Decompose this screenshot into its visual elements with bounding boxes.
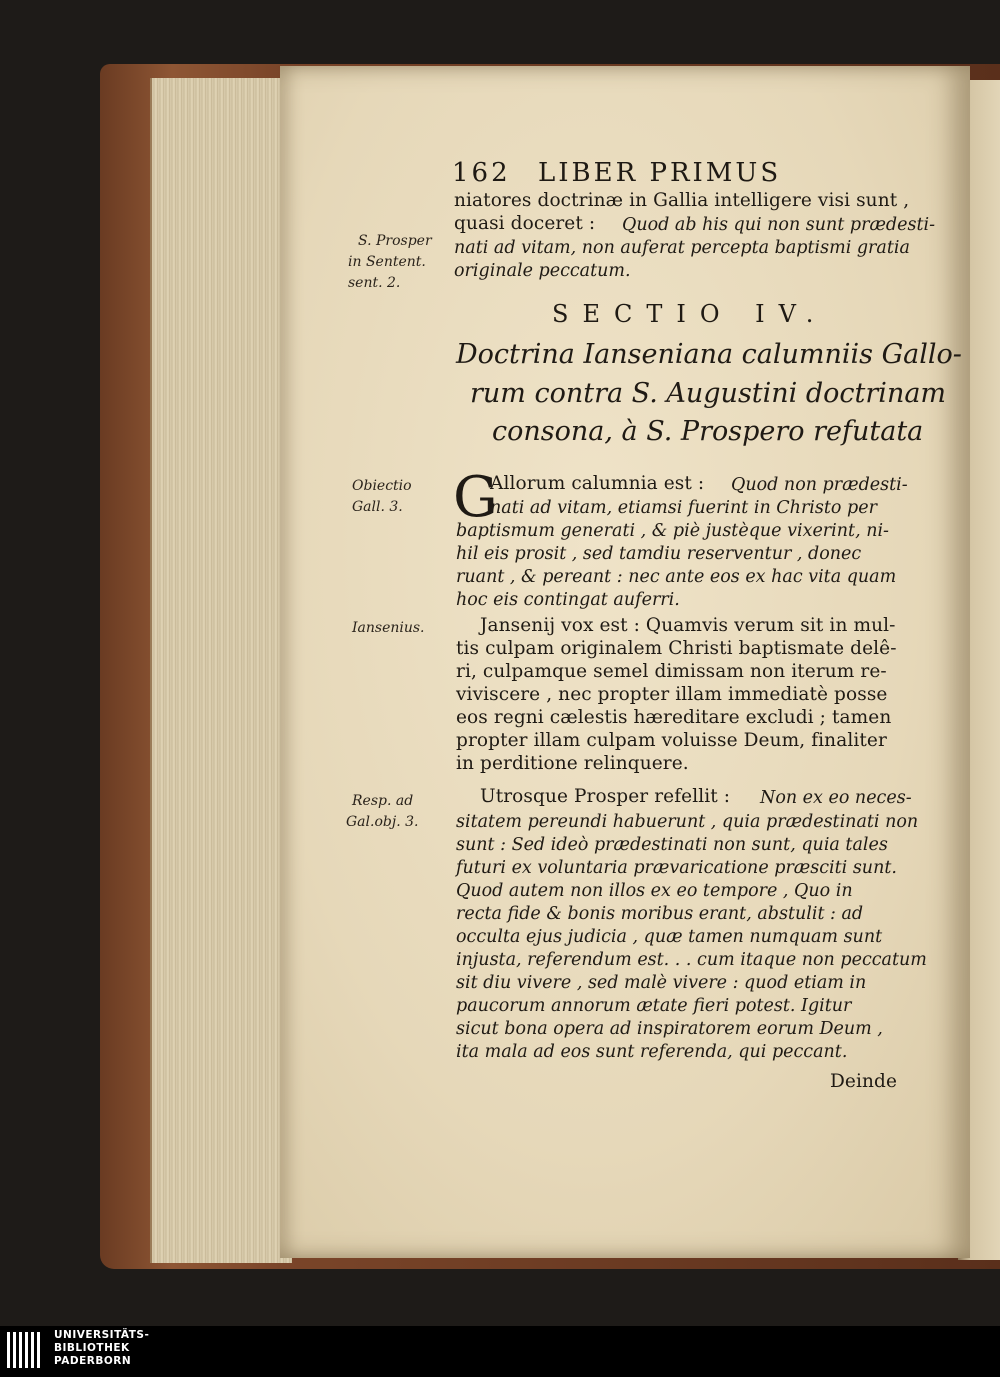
text-line: Non ex eo neces- <box>760 788 912 808</box>
text-line: futuri ex voluntaria prævaricatione præsciti sunt. <box>456 858 897 878</box>
text-line: hoc eis contingat auferri. <box>456 590 680 610</box>
section-title-line: rum contra S. Augustini doctrinam <box>470 378 947 409</box>
section-title-line: consona, à S. Prospero refutata <box>492 416 924 447</box>
text-line: viviscere , nec propter illam immediatè posse <box>456 684 888 705</box>
text-line: sunt : Sed ideò prædestinati non sunt, quia tales <box>456 835 888 855</box>
library-name-line: PADERBORN <box>54 1355 132 1367</box>
library-footer <box>0 1326 1000 1377</box>
margin-note: Obiectio <box>352 478 412 494</box>
text-line: hil eis prosit , sed tamdiu reserventur , donec <box>456 544 862 564</box>
text-line: eos regni cælestis hæreditare excludi ; tamen <box>456 707 892 728</box>
text-line: paucorum annorum ætate fieri potest. Igitur <box>456 996 852 1016</box>
text-line: ruant , & pereant : nec ante eos ex hac vita quam <box>456 567 897 587</box>
library-name-line: UNIVERSITÄTS- <box>54 1329 150 1341</box>
text-line: occulta ejus judicia , quæ tamen numquam sunt <box>456 927 883 947</box>
library-name-line: BIBLIOTHEK <box>54 1342 130 1354</box>
text-line: ita mala ad eos sunt referenda, qui peccant. <box>456 1042 848 1062</box>
margin-note: sent. 2. <box>348 275 401 291</box>
text-line: ri, culpamque semel dimissam non iterum re- <box>456 661 887 682</box>
text-line: sitatem pereundi habuerunt , quia prædestinati non <box>456 812 919 832</box>
text-line: Allorum calumnia est : <box>490 473 705 494</box>
library-name <box>54 1329 149 1368</box>
text-line: in perditione relinquere. <box>456 753 689 774</box>
drop-capital: G <box>453 465 498 530</box>
section-heading: SECTIO IV. <box>552 300 828 328</box>
text-line: injusta, referendum est. . . cum itaque non peccatum <box>456 950 927 970</box>
page-edges <box>150 78 292 1263</box>
text-line: Quod non prædesti- <box>731 475 908 495</box>
catchword: Deinde <box>830 1071 898 1092</box>
text-line: Jansenij vox est : Quamvis verum sit in mul- <box>480 615 896 636</box>
text-line: nati ad vitam, non auferat percepta baptismi gratia <box>454 238 910 258</box>
margin-note: Iansenius. <box>352 620 425 636</box>
text-line: sit diu vivere , sed malè vivere : quod etiam in <box>456 973 867 993</box>
section-title-line: Doctrina Ianseniana calumniis Gallo- <box>456 339 962 370</box>
margin-note: S. Prosper <box>358 233 432 249</box>
text-line: originale peccatum. <box>454 261 631 281</box>
margin-note: Gall. 3. <box>352 499 403 515</box>
running-head: LIBER PRIMUS <box>538 158 782 188</box>
text-line: nati ad vitam, etiamsi fuerint in Christo per <box>490 498 877 518</box>
margin-note: Resp. ad <box>352 793 414 809</box>
text-line: propter illam culpam voluisse Deum, finaliter <box>456 730 887 751</box>
text-line: Quod ab his qui non sunt prædesti- <box>622 215 936 235</box>
library-logo-icon <box>6 1330 46 1370</box>
margin-note: in Sentent. <box>348 254 426 270</box>
text-line: Utrosque Prosper refellit : <box>480 786 731 807</box>
text-line: niatores doctrinæ in Gallia intelligere visi sunt , <box>454 190 910 211</box>
page-number: 162 <box>452 158 511 188</box>
text-line: Quod autem non illos ex eo tempore , Quo in <box>456 881 853 901</box>
margin-note: Gal.obj. 3. <box>346 814 419 830</box>
text-line: sicut bona opera ad inspiratorem eorum Deum , <box>456 1019 883 1039</box>
text-line: quasi doceret : <box>454 213 596 234</box>
text-line: baptismum generati , & piè justèque vixerint, ni- <box>456 521 889 541</box>
text-line: recta fide & bonis moribus erant, abstulit : ad <box>456 904 864 924</box>
text-line: tis culpam originalem Christi baptismate delê- <box>456 638 897 659</box>
